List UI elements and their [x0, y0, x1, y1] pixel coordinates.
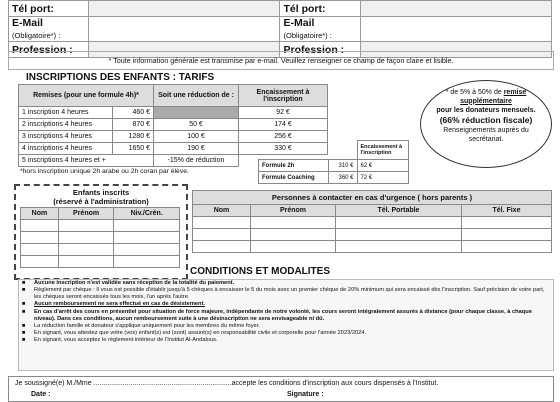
- urgence-col-fixe: Tél. Fixe: [461, 205, 551, 217]
- list-item: ■ Règlement par chèque : Il vous est possible d'établir jusqu'à 5 chèques à encaisser le 5 du mois avec un premier chèque de 20% minimum qui sera encaissé dès l'inscription. Sauf précision de votre part, les chèques seront encaissés tous les mois, l'un après l'autre.: [22, 287, 545, 301]
- contact-table: [8, 0, 552, 58]
- formules-header: Encaissement à l'inscription: [357, 141, 408, 160]
- right-phone-label: Tél port:: [280, 1, 360, 17]
- list-item: ■ La réduction famille et donateur s'applique uniquement pour les membres du même foyer.: [22, 322, 260, 329]
- tarifs-header-row: [19, 85, 328, 107]
- signature-box: [8, 376, 554, 402]
- right-email-hint: (Obligatoire*) :: [283, 31, 332, 40]
- tarif-price: 1280 €: [113, 131, 154, 143]
- table-row: [19, 119, 328, 131]
- urgence-title: Personnes à contacter en cas d'urgence ( hors parents ): [193, 191, 552, 205]
- tarif-price: 1650 €: [113, 143, 154, 155]
- info-note: * Toute information générale est transmise par e-mail. Veuillez renseigner ce champ de façon claire et lisible.: [8, 51, 554, 70]
- right-email-text: E-Mail: [283, 17, 315, 29]
- tarif-encaissement: 92 €: [239, 107, 328, 119]
- left-email-hint: (Obligatoire*) :: [12, 31, 61, 40]
- list-item: ■ Aucun remboursement ne sera effectué en cas de désistement.: [22, 301, 205, 308]
- contact-row-email: [9, 17, 552, 42]
- table-row: [21, 256, 180, 268]
- urgence-col-portable: Tél. Portable: [335, 205, 461, 217]
- tarifs-header-remises: Remises (pour une formule 4h)*: [19, 85, 154, 107]
- table-row: [21, 220, 180, 232]
- tarif-label: 5 inscriptions 4 heures et +: [19, 155, 154, 167]
- list-item: ■ Aucune inscription n'est validée sans réception de la totalité du paiement.: [22, 280, 235, 286]
- left-email-label: [9, 17, 89, 42]
- conditions-list: [19, 280, 553, 344]
- formule-name: Formule Coaching: [259, 172, 329, 184]
- bubble-line4: Renseignements auprès du secrétariat.: [443, 127, 529, 143]
- tarif-encaissement: 256 €: [239, 131, 328, 143]
- tarif-label: 3 inscriptions 4 heures: [19, 131, 113, 143]
- formule-enc: 72 €: [357, 172, 408, 184]
- list-item: ■ En signant, vous attestez que votre (vos) enfant(s) est (sont) assuré(s) en responsabilité civile et corporelle pour l'année 2023/2024.: [22, 329, 367, 336]
- urgence-col-prenom: Prénom: [250, 205, 335, 217]
- date-label: Date :: [31, 391, 51, 398]
- tarif-reduction: 190 €: [154, 143, 239, 155]
- formules-table: [258, 140, 409, 184]
- conditions-title: CONDITIONS ET MODALITES: [190, 266, 330, 277]
- signature-line: Je soussigné(e) M./Mme .......................................................................accepte les conditions d'inscription aux cours dispensés à l'Institut.: [15, 380, 439, 387]
- tarif-price: 460 €: [113, 107, 154, 119]
- list-item: ■ En signant, vous acceptez le règlement intérieur de l'Institut Al-Andalous.: [22, 337, 218, 343]
- tarifs-footnote: *hors inscription unique 2h arabe ou 2h coran par élève.: [20, 168, 189, 175]
- enfants-title: Enfants inscrits: [72, 188, 130, 197]
- tarifs-header-reduction: Soit une réduction de :: [154, 85, 239, 107]
- table-row: [193, 229, 552, 241]
- donor-discount-bubble: [420, 80, 552, 168]
- formule-price: 310 €: [329, 160, 358, 172]
- tarif-price: 870 €: [113, 119, 154, 131]
- urgence-col-nom: Nom: [193, 205, 251, 217]
- contact-row-phone: [9, 1, 552, 17]
- enfants-box: [14, 184, 188, 280]
- tarif-label: 1 inscription 4 heures: [19, 107, 113, 119]
- conditions-box: [18, 279, 554, 371]
- left-profession-label: Profession :: [9, 42, 89, 58]
- table-row: [193, 241, 552, 253]
- left-email-text: E-Mail: [12, 17, 43, 29]
- enfants-col-nom: Nom: [21, 208, 59, 220]
- table-row: [259, 172, 409, 184]
- right-phone-field[interactable]: [360, 1, 551, 17]
- tarif-encaissement: 174 €: [239, 119, 328, 131]
- bubble-line1: * de 5% à 50% de: [445, 89, 502, 96]
- left-phone-label: Tél port:: [9, 1, 89, 17]
- urgence-table: [192, 190, 552, 253]
- enfants-subtitle: (réservé à l'administration): [53, 197, 149, 206]
- right-email-field[interactable]: [360, 17, 551, 42]
- left-phone-field[interactable]: [89, 1, 280, 17]
- enfants-col-prenom: Prénom: [58, 208, 113, 220]
- bubble-line2: pour les donateurs mensuels.: [436, 106, 536, 114]
- formule-name: Formule 2h: [259, 160, 329, 172]
- table-row: [193, 217, 552, 229]
- tarif-reduction: 100 €: [154, 131, 239, 143]
- enfants-table: [20, 207, 180, 268]
- tarif-label: 4 inscriptions 4 heures: [19, 143, 113, 155]
- bubble-line1-underlined: remise supplémentaire: [460, 89, 527, 105]
- table-row: [21, 232, 180, 244]
- list-item: ■ En cas d'arrêt des cours en présentiel pour situation de force majeure, indépendante de notre volonté, les cours seront intégralement assurés à distance (pour chaque classe, à chaque niveau). Dans ces conditions, aucun remboursement suite à une désinscription ne sera envisageable ni dû.: [22, 308, 532, 322]
- table-row: [19, 107, 328, 119]
- bubble-line3: (66% réduction fiscale): [439, 115, 533, 126]
- enfants-col-niv: Niv./Crén.: [114, 208, 180, 220]
- tarifs-header-encaissement: Encaissement à l'inscription: [239, 85, 328, 107]
- tarif-reduction: [154, 107, 239, 119]
- table-row: [21, 244, 180, 256]
- tarif-encaissement: 330 €: [239, 143, 328, 155]
- tarif-label: 2 inscriptions 4 heures: [19, 119, 113, 131]
- table-row: [259, 160, 409, 172]
- formule-enc: 62 €: [357, 160, 408, 172]
- right-email-label: [280, 17, 360, 42]
- right-profession-label: Profession :: [280, 42, 360, 58]
- tarif-reduction: 50 €: [154, 119, 239, 131]
- tarifs-title: INSCRIPTIONS DES ENFANTS : TARIFS: [26, 72, 215, 83]
- tarif-reduction: -15% de réduction: [154, 155, 239, 167]
- formule-price: 360 €: [329, 172, 358, 184]
- left-email-field[interactable]: [89, 17, 280, 42]
- signature-label: Signature :: [287, 391, 324, 398]
